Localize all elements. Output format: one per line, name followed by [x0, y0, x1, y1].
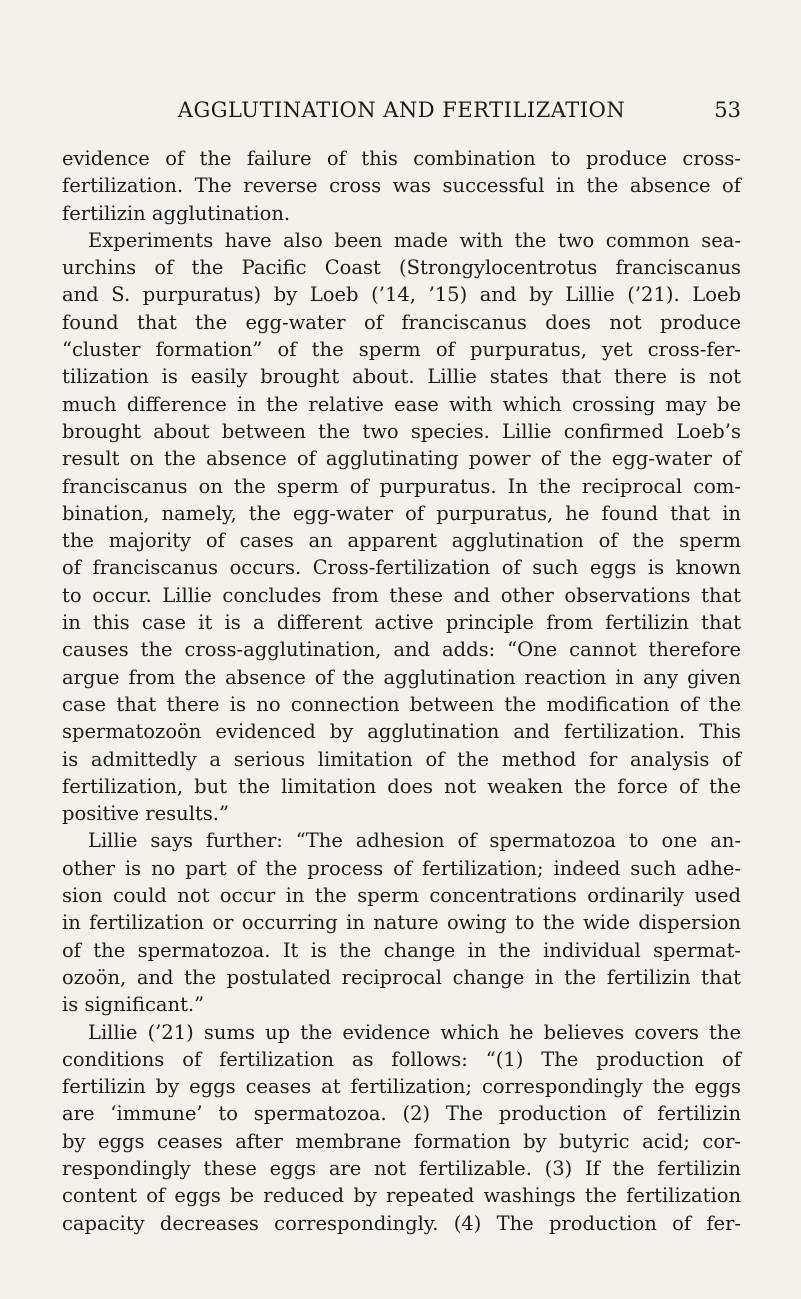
text-line: urchins of the Pacific Coast (Strongylocentrotus franciscanus: [62, 256, 741, 280]
text-line: are ‘immune’ to spermatozoa. (2) The production of fertilizin: [62, 1102, 741, 1126]
text-line: the majority of cases an apparent agglutination of the sperm: [62, 529, 741, 553]
text-line: brought about between the two species. Lillie confirmed Loeb’s: [62, 419, 741, 443]
text-line: capacity decreases correspondingly. (4) The production of fer-: [62, 1211, 741, 1235]
text-line: tilization is easily brought about. Lillie states that there is not: [62, 365, 741, 389]
text-line: franciscanus on the sperm of purpuratus. In the reciprocal com-: [62, 474, 741, 498]
text-line: in this case it is a different active principle from fertilizin that: [62, 611, 741, 635]
text-line: of franciscanus occurs. Cross-fertilization of such eggs is known: [62, 556, 741, 580]
text-line: argue from the absence of the agglutination reaction in any given: [62, 665, 741, 689]
page-number: 53: [714, 98, 741, 122]
text-line: conditions of fertilization as follows: “(1) The production of: [62, 1047, 741, 1071]
text-line: in fertilization or occurring in nature owing to the wide dispersion: [62, 911, 741, 935]
text-line: evidence of the failure of this combination to produce cross-: [62, 147, 741, 170]
text-line: sion could not occur in the sperm concentrations ordinarily used: [62, 884, 741, 908]
text-line: much difference in the relative ease with which crossing may be: [62, 392, 741, 416]
text-line: fertilizin by eggs ceases at fertilization; correspondingly the eggs: [62, 1075, 741, 1099]
text-line: case that there is no connection between the modification of the: [62, 692, 741, 716]
text-line: spermatozoön evidenced by agglutination and fertilization. This: [62, 720, 741, 744]
text-line: causes the cross-agglutination, and adds: “One cannot therefore: [62, 638, 741, 662]
text-line: bination, namely, the egg-water of purpuratus, he found that in: [62, 501, 741, 525]
text-line: fertilization, but the limitation does not weaken the force of the: [62, 774, 741, 798]
text-line: to occur. Lillie concludes from these and other observations that: [62, 583, 741, 607]
text-line: and S. purpuratus) by Loeb (’14, ’15) and by Lillie (’21). Loeb: [62, 283, 741, 307]
text-line: content of eggs be reduced by repeated washings the fertilization: [62, 1184, 741, 1208]
text-line: other is no part of the process of fertilization; indeed such adhe-: [62, 856, 741, 880]
text-line: of the spermatozoa. It is the change in the individual spermat-: [62, 938, 741, 962]
text-line: is admittedly a serious limitation of the method for analysis of: [62, 747, 741, 771]
text-line: Lillie says further: “The adhesion of spermatozoa to one an-: [88, 829, 741, 853]
text-line: Lillie (’21) sums up the evidence which he believes covers the: [88, 1020, 741, 1044]
text-line: found that the egg-water of franciscanus does not produce: [62, 310, 741, 334]
text-line: fertilization. The reverse cross was successful in the absence of: [62, 174, 741, 198]
text-line: positive results.”: [62, 802, 229, 826]
text-line: ozoön, and the postulated reciprocal change in the fertilizin that: [62, 965, 741, 989]
page-header: [62, 93, 741, 127]
text-line: by eggs ceases after membrane formation by butyric acid; cor-: [62, 1129, 741, 1153]
text-line: fertilizin agglutination.: [62, 201, 291, 225]
text-line: is significant.”: [62, 993, 205, 1017]
text-line: respondingly these eggs are not fertilizable. (3) If the fertilizin: [62, 1156, 741, 1180]
body-text: [62, 145, 741, 1237]
text-line: Experiments have also been made with the two common sea-: [88, 228, 741, 252]
running-title: AGGLUTINATION AND FERTILIZATION: [177, 98, 626, 122]
text-line: “cluster formation” of the sperm of purpuratus, yet cross-fer-: [62, 338, 741, 362]
text-line: result on the absence of agglutinating power of the egg-water of: [62, 447, 741, 471]
